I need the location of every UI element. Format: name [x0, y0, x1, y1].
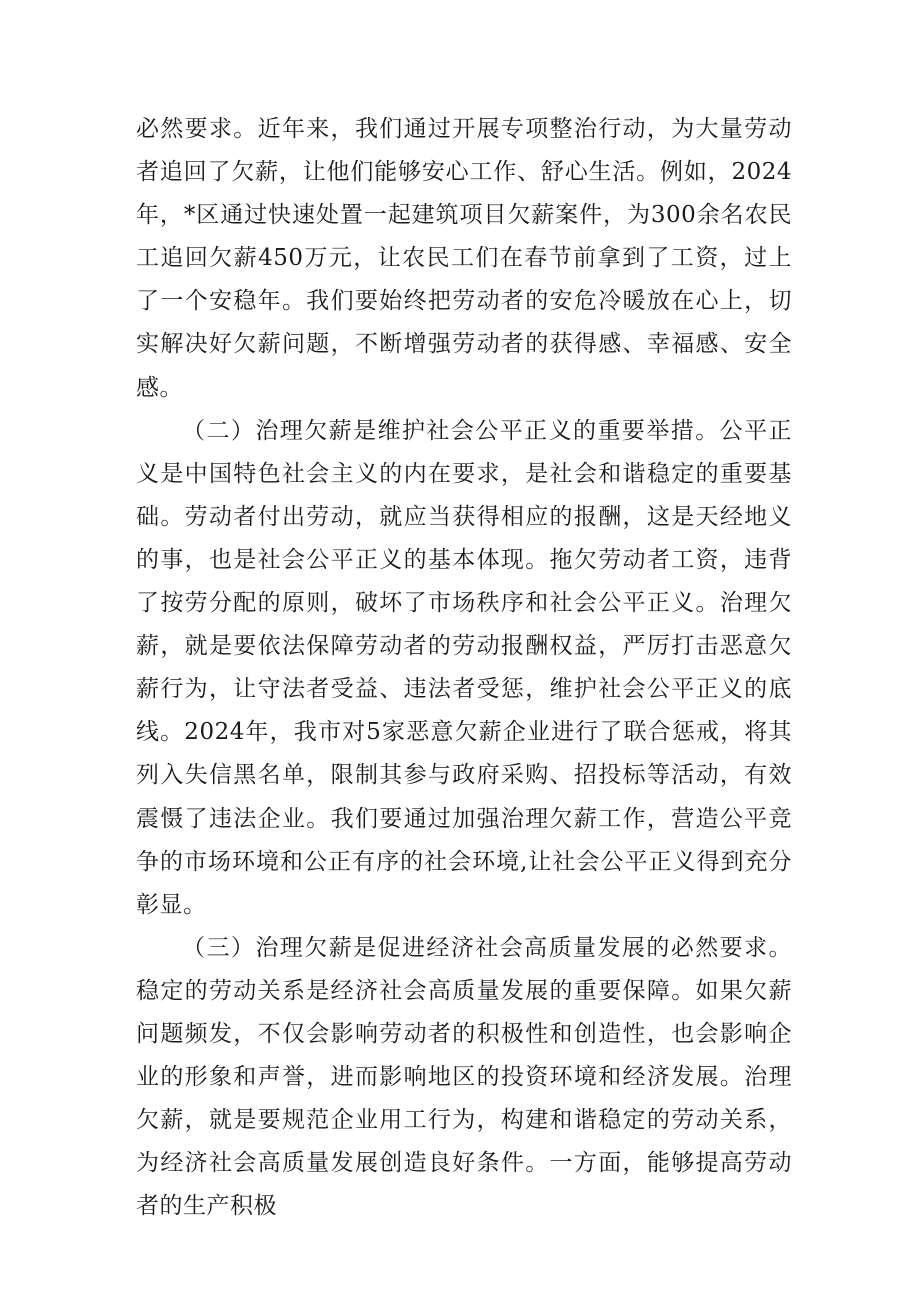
paragraph-section-two: （二）治理欠薪是维护社会公平正义的重要举措。公平正义是中国特色社会主义的内在要求，是社会和谐稳定的重要基础。劳动者付出劳动，就应当获得相应的报酬，这是天经地义的事，也是社会公平正义的基本体现。拖欠劳动者工资，违背了按劳分配的原则，破坏了市场秩序和社会公平正义。治理欠薪，就是要依法保障劳动者的劳动报酬权益，严厉打击恶意欠薪行为，让守法者受益、违法者受惩，维护社会公平正义的底线。2024年，我市对5家恶意欠薪企业进行了联合惩戒，将其列入失信黑名单，限制其参与政府采购、招投标等活动，有效震慑了违法企业。我们要通过加强治理欠薪工作，营造公平竞争的市场环境和公正有序的社会环境,让社会公平正义得到充分彰显。 [136, 417, 792, 918]
paragraph-continuation: 必然要求。近年来，我们通过开展专项整治行动，为大量劳动者追回了欠薪，让他们能够安心工作、舒心生活。例如，2024年，*区通过快速处置一起建筑项目欠薪案件，为300余名农民工追回欠薪450万元，让农民工们在春节前拿到了工资，过上了一个安稳年。我们要始终把劳动者的安危冷暖放在心上，切实解决好欠薪问题，不断增强劳动者的获得感、幸福感、安全感。 [136, 116, 792, 401]
document-body [136, 108, 792, 1228]
paragraph-section-three: （三）治理欠薪是促进经济社会高质量发展的必然要求。稳定的劳动关系是经济社会高质量发展的重要保障。如果欠薪问题频发，不仅会影响劳动者的积极性和创造性，也会影响企业的形象和声誉，进而影响地区的投资环境和经济发展。治理欠薪，就是要规范企业用工行为，构建和谐稳定的劳动关系，为经济社会高质量发展创造良好条件。一方面，能够提高劳动者的生产积极 [136, 934, 792, 1220]
